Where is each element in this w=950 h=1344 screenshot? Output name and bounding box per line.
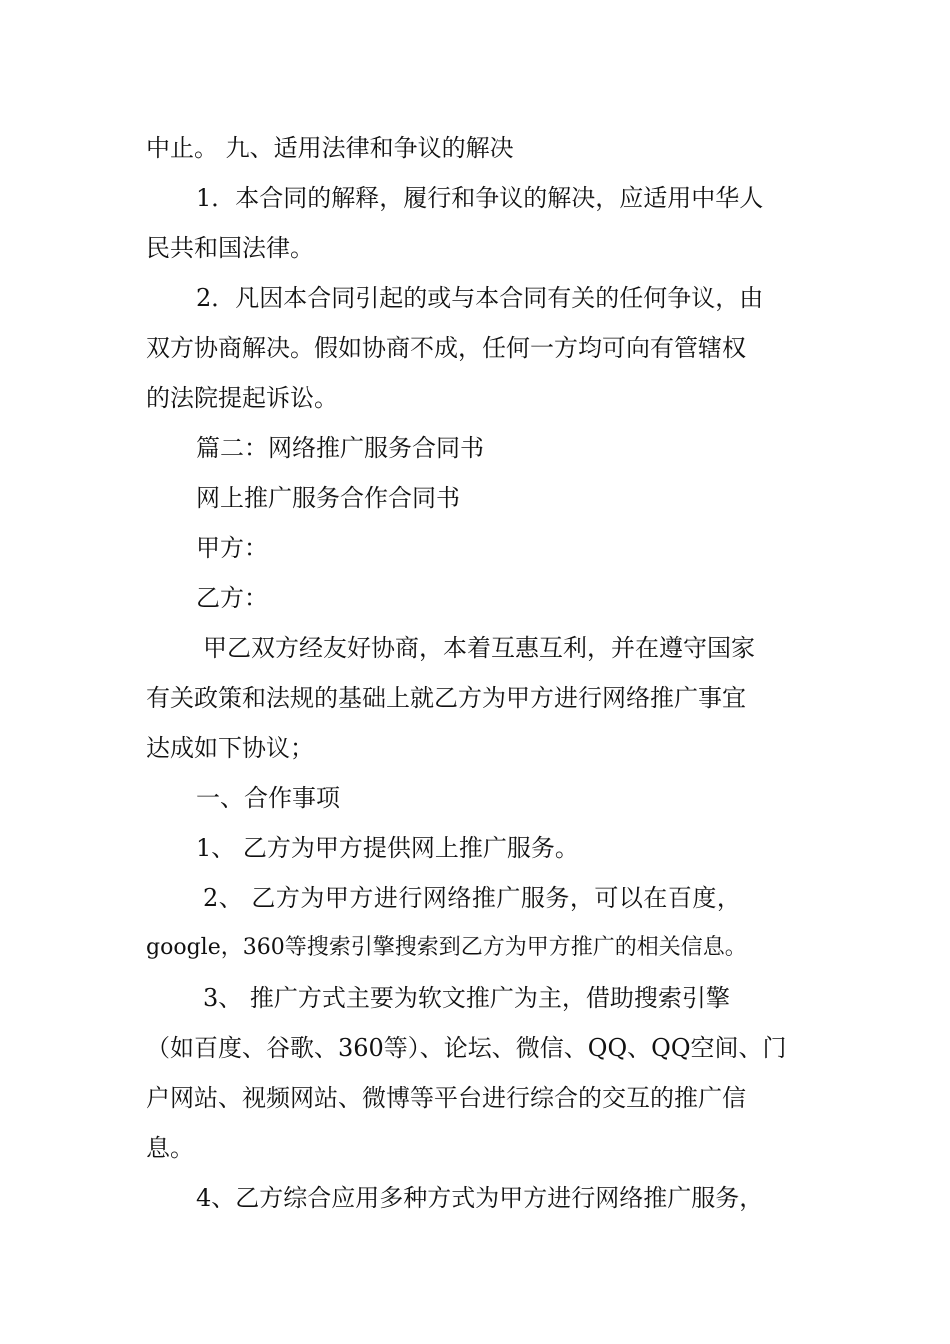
text-line: 2．凡因本合同引起的或与本合同有关的任何争议，由 (196, 284, 764, 312)
text-line: 1．本合同的解释，履行和争议的解决，应适用中华人 (196, 184, 764, 212)
party-b-label: 乙方： (196, 584, 268, 612)
text-line: 的法院提起诉讼。 (146, 384, 338, 412)
list-item: 2、 乙方为甲方进行网络推广服务，可以在百度， (203, 884, 742, 912)
text-line: google，360等搜索引擎搜索到乙方为甲方推广的相关信息。 (146, 935, 747, 960)
text-line: 民共和国法律。 (146, 234, 314, 262)
list-item: 3、 推广方式主要为软文推广为主，借助搜索引擎 (203, 984, 730, 1012)
text-line: 达成如下协议； (146, 734, 314, 762)
text-line: 甲乙双方经友好协商，本着互惠互利，并在遵守国家 (203, 634, 755, 662)
list-item: 1、 乙方为甲方提供网上推广服务。 (196, 834, 579, 862)
section-heading: 篇二：网络推广服务合同书 (196, 434, 484, 462)
party-a-label: 甲方： (196, 534, 268, 562)
text-line: 息。 (146, 1134, 194, 1162)
document-title: 网上推广服务合作合同书 (196, 484, 460, 512)
text-line: 有关政策和法规的基础上就乙方为甲方进行网络推广事宜 (146, 684, 746, 712)
list-item: 4、乙方综合应用多种方式为甲方进行网络推广服务， (196, 1184, 764, 1212)
text-line: 中止。 九、适用法律和争议的解决 (146, 134, 514, 162)
text-line: 双方协商解决。假如协商不成，任何一方均可向有管辖权 (146, 334, 746, 362)
section-heading: 一、合作事项 (196, 784, 340, 812)
text-line: 户网站、视频网站、微博等平台进行综合的交互的推广信 (146, 1084, 746, 1112)
text-line: （如百度、谷歌、360等）、论坛、微信、QQ、QQ空间、门 (146, 1034, 787, 1062)
